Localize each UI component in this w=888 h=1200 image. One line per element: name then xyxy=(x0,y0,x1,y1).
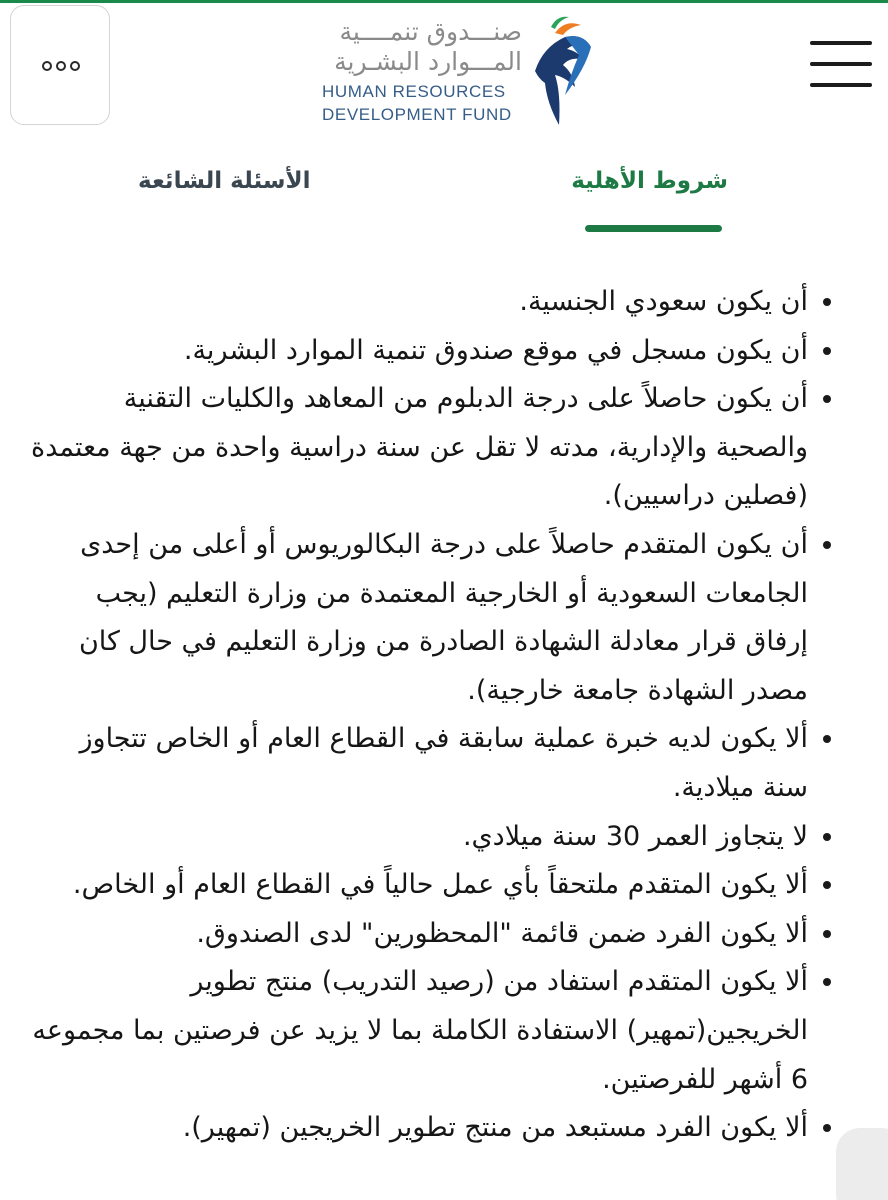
conditions-list xyxy=(30,278,850,1153)
more-options-icon xyxy=(42,61,82,71)
logo-english-name xyxy=(322,80,522,126)
condition-item: • ألا يكون المتقدم استفاد من (رصيد التدريب) منتج تطوير الخريجين(تمهير) الاستفادة الكاملة بما لا يزيد عن فرصتين بما مجموعه 6 أشهر للفرصتين. xyxy=(30,958,808,1104)
condition-item: • أن يكون سعودي الجنسية. xyxy=(30,278,808,327)
site-header xyxy=(0,3,888,127)
logo-english-line2: DEVELOPMENT FUND xyxy=(322,105,512,124)
condition-item: • ألا يكون لديه خبرة عملية سابقة في القطاع العام أو الخاص تتجاوز سنة ميلادية. xyxy=(30,715,808,812)
more-options-button[interactable] xyxy=(10,5,110,125)
condition-item: • أن يكون مسجل في موقع صندوق تنمية الموارد البشرية. xyxy=(30,327,808,376)
hamburger-menu-icon xyxy=(810,41,872,45)
tab-faq[interactable]: الأسئلة الشائعة xyxy=(138,168,311,194)
active-tab-indicator xyxy=(585,225,722,232)
condition-item: • أن يكون حاصلاً على درجة الدبلوم من المعاهد والكليات التقنية والصحية والإدارية، مدته لا تقل عن سنة دراسية واحدة من جهة معتمدة (فصلين دراسيين). xyxy=(30,375,808,521)
hamburger-menu-button[interactable] xyxy=(810,41,872,87)
logo-arabic-name xyxy=(300,17,522,77)
tab-bar xyxy=(0,160,888,240)
condition-item: • ألا يكون الفرد ضمن قائمة "المحظورين" لدى الصندوق. xyxy=(30,910,808,959)
hrdf-logo-icon xyxy=(525,7,595,129)
tab-eligibility[interactable]: شروط الأهلية xyxy=(571,168,728,194)
condition-item: • ألا يكون الفرد مستبعد من منتج تطوير الخريجين (تمهير). xyxy=(30,1104,808,1153)
condition-item: • لا يتجاوز العمر 30 سنة ميلادي. xyxy=(30,813,808,862)
condition-item: • ألا يكون المتقدم ملتحقاً بأي عمل حالياً في القطاع العام أو الخاص. xyxy=(30,861,808,910)
logo-english-line1: HUMAN RESOURCES xyxy=(322,82,506,101)
logo-arabic-line1: صنـــدوق تنمــــية xyxy=(339,17,522,46)
condition-item: • أن يكون المتقدم حاصلاً على درجة البكالوريوس أو أعلى من إحدى الجامعات السعودية أو الخارجية المعتمدة من وزارة التعليم (يجب إرفاق قرار معادلة الشهادة الصادرة من وزارة التعليم في حال كان مصدر الشهادة جامعة خارجية). xyxy=(30,521,808,715)
floating-scroll-handle[interactable] xyxy=(836,1128,888,1200)
eligibility-conditions xyxy=(30,278,850,1153)
logo-arabic-line2: المـــوارد البشـرية xyxy=(334,47,522,76)
